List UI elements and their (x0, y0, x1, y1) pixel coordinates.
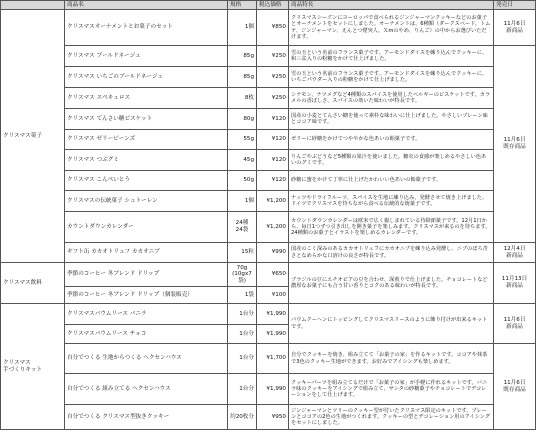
table-row (1, 374, 536, 405)
product-price: ¥1,200 (257, 191, 289, 212)
product-name: クリスマス てんさい糖ビスケット (65, 109, 228, 130)
table-row (1, 46, 536, 67)
product-spec: 80g (228, 109, 257, 130)
release-date: 11月6日 新商品 (494, 10, 536, 46)
product-price: ¥1,990 (257, 304, 289, 325)
product-name: 季節のコーヒー 冬ブレンド ドリップ（個装販売） (65, 287, 228, 304)
product-price: ¥1,700 (257, 344, 289, 374)
product-spec: 85g (228, 67, 257, 88)
header-release: 発売日 (494, 1, 536, 10)
product-price: ¥1,200 (257, 212, 289, 243)
product-price: ¥850 (257, 10, 289, 46)
product-spec: 1個 (228, 10, 257, 46)
product-spec: 1台分 (228, 344, 257, 374)
product-name: 自分でつくる 組み立てる ヘクセンハウス (65, 374, 228, 405)
table-row (1, 10, 536, 46)
category-cell: クリスマス菓子 (1, 10, 65, 263)
category-cell: クリスマス 手づくりキット (1, 304, 65, 430)
header-price: 税込価格 (257, 1, 289, 10)
product-feature: 自分でクッキーを焼き、組み立てて「お菓子の家」を作るキットです。ココアや抹茶で3色のクッキー生地ができます。お好みでアイシングも楽しめます。 (289, 344, 494, 374)
header-feature: 商品特長 (289, 1, 494, 10)
product-name: クリスマス いちごのブールドネージュ (65, 67, 228, 88)
product-price: ¥250 (257, 67, 289, 88)
table-row (1, 171, 536, 191)
product-feature: 雪の玉という名前のフランス菓子です。アーモンドダイスを練り込んでクッキーに、いちごパウダー入りの粉糖をかけて仕上げました。 (289, 67, 494, 88)
product-spec: 約20枚分 (228, 405, 257, 430)
table-row (1, 109, 536, 130)
product-name: クリスマス ゼリービーンズ (65, 130, 228, 150)
table-row (1, 405, 536, 430)
table-row (1, 88, 536, 109)
product-spec: 1台分 (228, 374, 257, 405)
table-row (1, 344, 536, 374)
product-feature: ナッツやドライフルーツ、スパイスを生地に練り込み、発酵させて焼き上げました。ドイツでクリスマスを待ちながら食べる伝統的な焼菓子です。 (289, 191, 494, 212)
product-feature: ブラジルの豆にエチオピアの豆を合わせ、深煎りで仕上げました。チョコレートなど濃厚なお菓子にも合う甘い香りとコクのある味わいが特長です。 (289, 263, 494, 304)
product-spec: 15粒 (228, 243, 257, 263)
product-spec: 24種 24袋 (228, 212, 257, 243)
product-price: ¥250 (257, 46, 289, 67)
product-feature: りんごやぶどうなど5種類の果汁を使いました。糖衣の食感が楽しめるやさしい色あいのグミです。 (289, 150, 494, 171)
header-spec: 規格 (228, 1, 257, 10)
product-feature: ゼリーに砂糖をかけてつややかな色あいの飴菓子です。 (289, 130, 494, 150)
product-spec: 45g (228, 150, 257, 171)
product-feature: クリスマスシーズンにヨーロッパで食べられるジンジャーマンクッキーなどのお菓子とオーナメントをセットにしました。オーナメントは、6種類（ダークスペード、トムテ、ジンジャーマン、えんとつ煙突人、Ｘmのやめ、りんご）の中からお選びいただけます。 (289, 10, 494, 46)
release-date: 11月6日 既存商品 (494, 46, 536, 243)
release-date: 11月6日 新商品 (494, 304, 536, 344)
product-spec: 85g (228, 46, 257, 67)
category-cell: クリスマス飲料 (1, 263, 65, 304)
release-date: 11月6日 既存商品 (494, 344, 536, 430)
product-feature: バウムクーヘンにトッピングしてクリスマスリースのように飾り付けが出来るキットです。 (289, 304, 494, 344)
product-name: 自分でつくる 生地からつくる ヘクセンハウス (65, 344, 228, 374)
product-name: クリスマスバウムリース チョコ (65, 325, 228, 344)
product-name: 自分でつくる クリスマス型抜きクッキー (65, 405, 228, 430)
product-price: ¥100 (257, 287, 289, 304)
product-name: 季節のコーヒー 冬ブレンド ドリップ (65, 263, 228, 287)
product-price: ¥120 (257, 171, 289, 191)
table-row (1, 304, 536, 325)
release-date: 12月4日 新商品 (494, 243, 536, 263)
product-spec: 70g (10gx7袋) (228, 263, 257, 287)
product-price: ¥950 (257, 405, 289, 430)
table-row (1, 191, 536, 212)
header-name: 商品名 (65, 1, 228, 10)
table-row (1, 150, 536, 171)
product-spec: 1台分 (228, 325, 257, 344)
product-price: ¥990 (257, 243, 289, 263)
table-row (1, 243, 536, 263)
table-row (1, 263, 536, 287)
product-spec: 1個 (228, 191, 257, 212)
product-feature: 国産の小麦とてんさい糖を使って素朴な味わいに仕上げました。やさしいプレーン味とココア味です。 (289, 109, 494, 130)
product-name: クリスマスオーナメントとお菓子のセット (65, 10, 228, 46)
product-feature: シナモン、ナツメグなど4種類のスパイスを使用したベルギーのビスケットです。カラメルの香ばしさ、スパイスの効いた味わいが特長です。 (289, 88, 494, 109)
product-name: クリスマス こんぺいとう (65, 171, 228, 191)
product-name: クリスマスバウムリース バニラ (65, 304, 228, 325)
table-row (1, 67, 536, 88)
product-price: ¥120 (257, 109, 289, 130)
product-price: ¥1,990 (257, 325, 289, 344)
product-name: ギフト缶 カカオトリュフ カカオニブ (65, 243, 228, 263)
product-feature: 国産のこく深みのあるカカオトリュフにカカオニブを練り込み発酵し、ニブのほろ苦さとなめらかな口溶けの良さが特長です。 (289, 243, 494, 263)
product-price: ¥120 (257, 150, 289, 171)
product-spec: 8枚 (228, 88, 257, 109)
product-name: クリスマス スペキュロス (65, 88, 228, 109)
product-name: クリスマスの伝統菓子 シュトーレン (65, 191, 228, 212)
product-name: クリスマス ブールドネージュ (65, 46, 228, 67)
product-spec: 50g (228, 171, 257, 191)
product-name: クリスマス つぶグミ (65, 150, 228, 171)
product-price: ¥250 (257, 88, 289, 109)
product-feature: 雪の玉という名前のフランス菓子です。アーモンドダイスを練り込んでクッキーに、和三盆入りの粉糖をかけて仕上げました。 (289, 46, 494, 67)
release-date: 11月13日 新商品 (494, 263, 536, 304)
product-feature: 砂糖に蜜をかけて丁寧に仕上げたかわいい色あいの飴菓子です。 (289, 171, 494, 191)
product-spec: 1袋 (228, 287, 257, 304)
product-feature: ジンジャーマンとツリーのクッキー型が付いたクリスマス限定のキットです。プレーンとココアの2色の生地がつくれます。クッキーの型とデコレーション用のアイシングをセットにしました。 (289, 405, 494, 430)
product-price: ¥650 (257, 263, 289, 287)
table-row (1, 212, 536, 243)
product-spec: 1台分 (228, 304, 257, 325)
header-row (1, 1, 536, 10)
product-feature: カウントダウンカレンダーは欧米で広く親しまれている待降節菓子です。12月1日から、毎日1つずつ引き出しを開き菓子を楽しみます。クリスマスが来るのを待ちます。24種類のお菓子とイラストを楽しめるカレンダーです。 (289, 212, 494, 243)
table-row (1, 130, 536, 150)
product-price: ¥120 (257, 130, 289, 150)
product-price: ¥1,990 (257, 374, 289, 405)
product-spec: 55g (228, 130, 257, 150)
header-category (1, 1, 65, 10)
product-name: カウントダウンカレンダー (65, 212, 228, 243)
product-feature: クッキーパーツを組み立てるだけで「お菓子の家」が手軽に作れるキットです。バニラ味のクッキーをアイシングで組み立て、サンタの砂糖菓子やチョコレートでデコレーションをして仕上げます。 (289, 374, 494, 405)
